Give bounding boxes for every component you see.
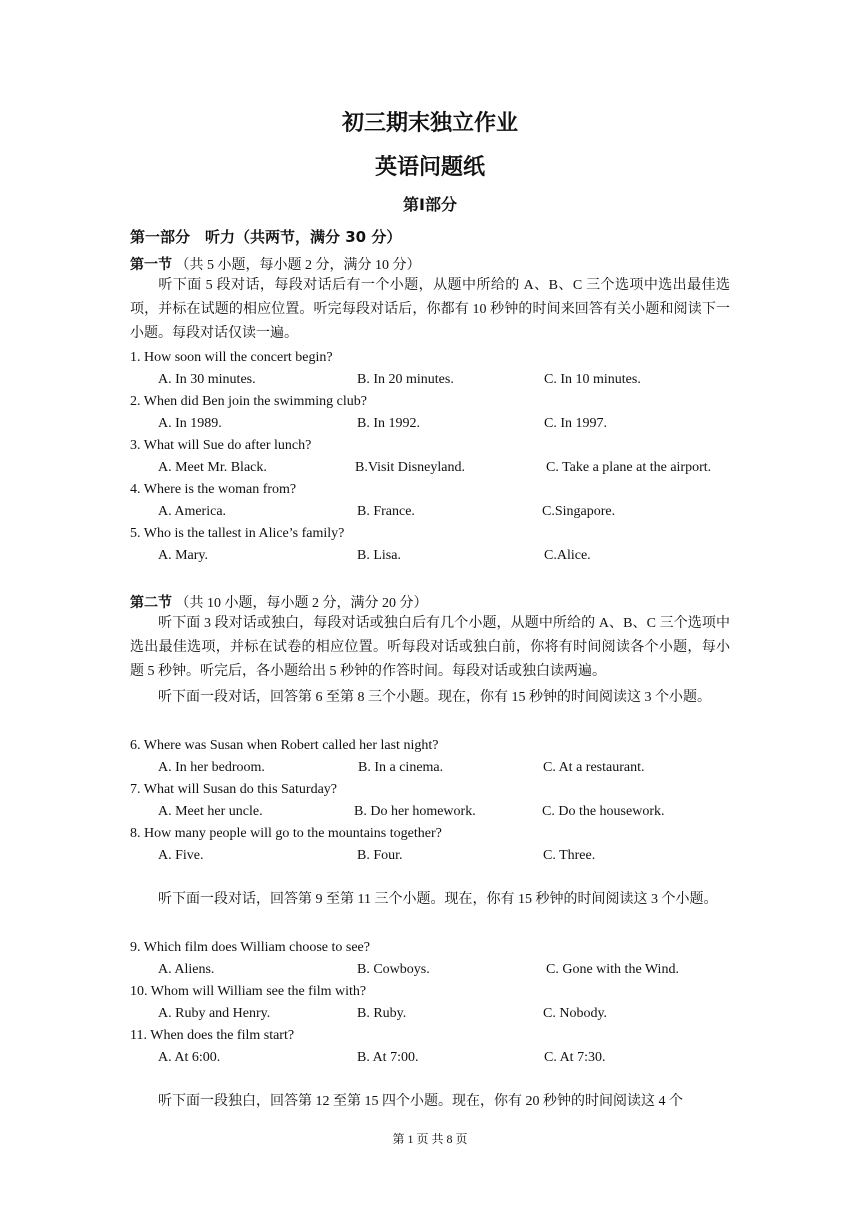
- dialog1-intro-text: 听下面一段对话，回答第 6 至第 8 三个小题。现在，你有 15 秒钟的时间阅读这 3 个小题。: [158, 690, 711, 705]
- option-b: B. Do her homework.: [354, 804, 476, 819]
- option-a: A. Ruby and Henry.: [158, 1006, 271, 1021]
- question-4: 4. Where is the woman from?: [130, 482, 297, 497]
- section1-info: （共 5 小题，每小题 2 分，满分 10 分）: [175, 258, 421, 273]
- option-c: C. At a restaurant.: [543, 760, 645, 775]
- option-c: C.Singapore.: [542, 504, 616, 519]
- option-a: A. At 6:00.: [158, 1050, 221, 1065]
- section1-heading: [130, 254, 421, 274]
- option-a: A. Meet Mr. Black.: [158, 460, 267, 475]
- option-a: A. Five.: [158, 848, 204, 863]
- option-a: A. America.: [158, 504, 227, 519]
- section2-instruction-text: 听下面 3 段对话或独白，每段对话或独白后有几个小题，从题中所给的 A、B、C 三个选项中选出最佳选项，并标在试卷的相应位置。听每段对话或独白前，你将有时间阅读各个小题，每小题 5 秒钟。听完后，各小题给出 5 秒钟的作答时间。每段对话或独白读两遍。: [130, 616, 730, 679]
- part-label: 第Ⅰ部分: [403, 195, 457, 214]
- option-a: A. Aliens.: [158, 962, 215, 977]
- option-c: C.Alice.: [544, 548, 591, 563]
- option-c: C. Do the housework.: [542, 804, 665, 819]
- option-b: B. Lisa.: [357, 548, 401, 563]
- listening-heading: 第一部分 听力（共两节，满分 30 分）: [130, 228, 402, 246]
- question-6: 6. Where was Susan when Robert called her last night?: [130, 738, 439, 753]
- option-a: A. In 30 minutes.: [158, 372, 256, 387]
- monologue-intro-text: 听下面一段独白，回答第 12 至第 15 四个小题。现在，你有 20 秒钟的时间阅读这 4 个: [158, 1094, 683, 1109]
- section2-info: （共 10 小题，每小题 2 分，满分 20 分）: [175, 596, 428, 611]
- option-c: C. In 1997.: [544, 416, 607, 431]
- section2-heading: [130, 592, 428, 612]
- dialog2-intro-text: 听下面一段对话，回答第 9 至第 11 三个小题。现在，你有 15 秒钟的时间阅读这 3 个小题。: [158, 892, 718, 907]
- option-b: B. Cowboys.: [357, 962, 430, 977]
- question-8: 8. How many people will go to the mountains together?: [130, 826, 442, 841]
- option-b: B. Ruby.: [357, 1006, 407, 1021]
- monologue-intro: [130, 1090, 730, 1114]
- option-c: C. In 10 minutes.: [544, 372, 641, 387]
- section1-label: 第一节: [130, 257, 172, 273]
- section1-instruction: [130, 274, 730, 346]
- option-c: C. Three.: [543, 848, 596, 863]
- option-c: C. Gone with the Wind.: [546, 962, 679, 977]
- option-c: C. Nobody.: [543, 1006, 608, 1021]
- option-b: B. Four.: [357, 848, 403, 863]
- option-a: A. Meet her uncle.: [158, 804, 263, 819]
- section2-instruction: [130, 612, 730, 684]
- option-c: C. At 7:30.: [544, 1050, 606, 1065]
- question-11: 11. When does the film start?: [130, 1028, 295, 1043]
- option-a: A. In 1989.: [158, 416, 222, 431]
- option-b: B. In 1992.: [357, 416, 420, 431]
- dialog2-intro: [130, 888, 730, 912]
- option-b: B. At 7:00.: [357, 1050, 419, 1065]
- exam-title: 初三期末独立作业: [341, 111, 518, 136]
- question-1: 1. How soon will the concert begin?: [130, 350, 333, 365]
- section2-label: 第二节: [130, 595, 172, 611]
- question-5: 5. Who is the tallest in Alice’s family?: [130, 526, 345, 541]
- option-b: B. In a cinema.: [358, 760, 444, 775]
- question-3: 3. What will Sue do after lunch?: [130, 438, 312, 453]
- option-b: B. In 20 minutes.: [357, 372, 454, 387]
- page-number: 第 1 页 共 8 页: [392, 1132, 468, 1146]
- question-10: 10. Whom will William see the film with?: [130, 984, 367, 999]
- section1-instruction-text: 听下面 5 段对话，每段对话后有一个小题，从题中所给的 A、B、C 三个选项中选出最佳选项，并标在试题的相应位置。听完每段对话后，你都有 10 秒钟的时间来回答有关小题和阅读下一小题。每段对话仅读一遍。: [130, 278, 730, 341]
- option-c: C. Take a plane at the airport.: [546, 460, 712, 475]
- question-9: 9. Which film does William choose to see?: [130, 940, 370, 955]
- dialog1-intro: [130, 686, 730, 710]
- question-7: 7. What will Susan do this Saturday?: [130, 782, 337, 797]
- option-b: B. France.: [357, 504, 415, 519]
- option-a: A. In her bedroom.: [158, 760, 265, 775]
- option-b: B.Visit Disneyland.: [355, 460, 465, 475]
- option-a: A. Mary.: [158, 548, 209, 563]
- paper-subtitle: 英语问题纸: [374, 155, 485, 180]
- question-2: 2. When did Ben join the swimming club?: [130, 394, 367, 409]
